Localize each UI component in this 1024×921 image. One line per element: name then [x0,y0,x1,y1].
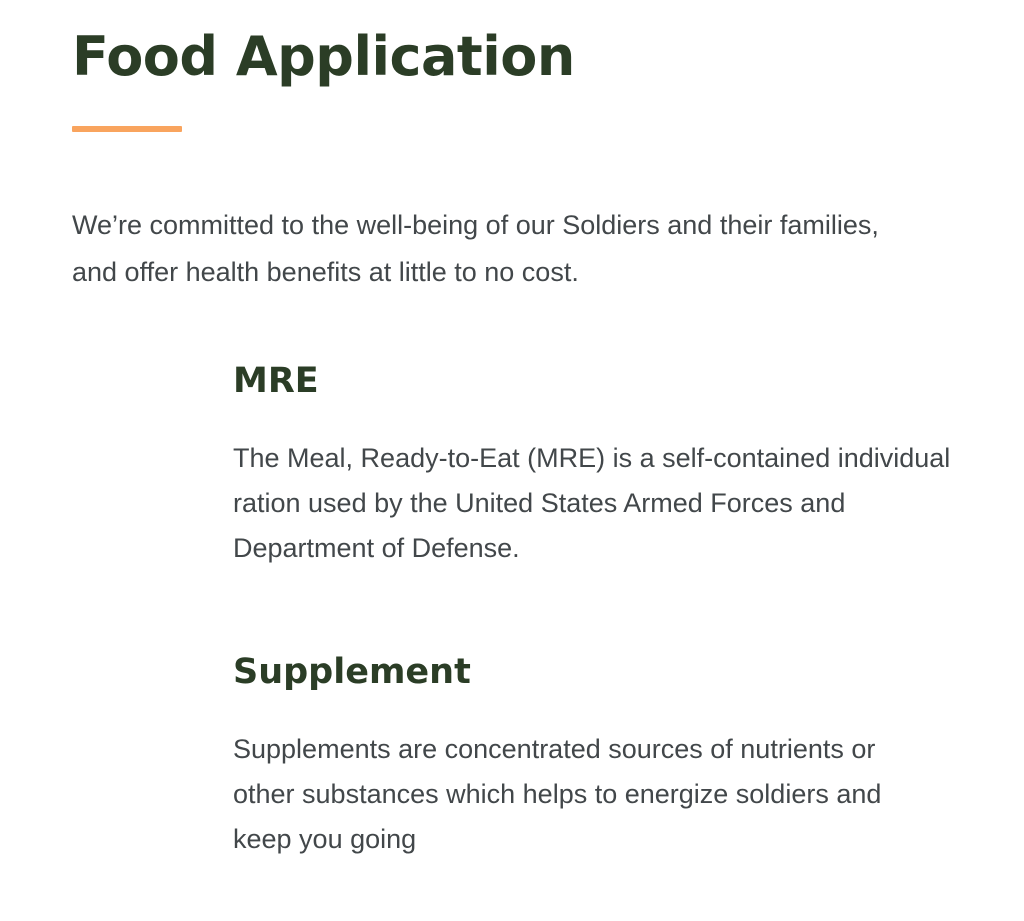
section-line: keep you going [233,824,417,855]
page-title: Food Application [72,25,575,88]
section-line: other substances which helps to energize soldiers and [233,779,882,810]
section-paragraph-supplement [233,727,990,862]
section-paragraph-mre [233,436,990,571]
intro-paragraph [72,202,990,296]
section-heading-mre: MRE [233,361,319,402]
section-line: Supplements are concentrated sources of nutrients or [233,734,876,765]
section-mre [233,360,990,571]
intro-line: and offer health benefits at little to no cost. [72,257,579,288]
section-line: Department of Defense. [233,533,520,564]
title-accent-divider [72,126,182,132]
section-line: The Meal, Ready-to-Eat (MRE) is a self-contained individual [233,443,951,474]
intro-line: We’re committed to the well-being of our Soldiers and their families, [72,210,879,241]
section-line: ration used by the United States Armed Forces and [233,488,846,519]
section-heading-supplement: Supplement [233,652,471,693]
section-supplement [233,651,990,862]
